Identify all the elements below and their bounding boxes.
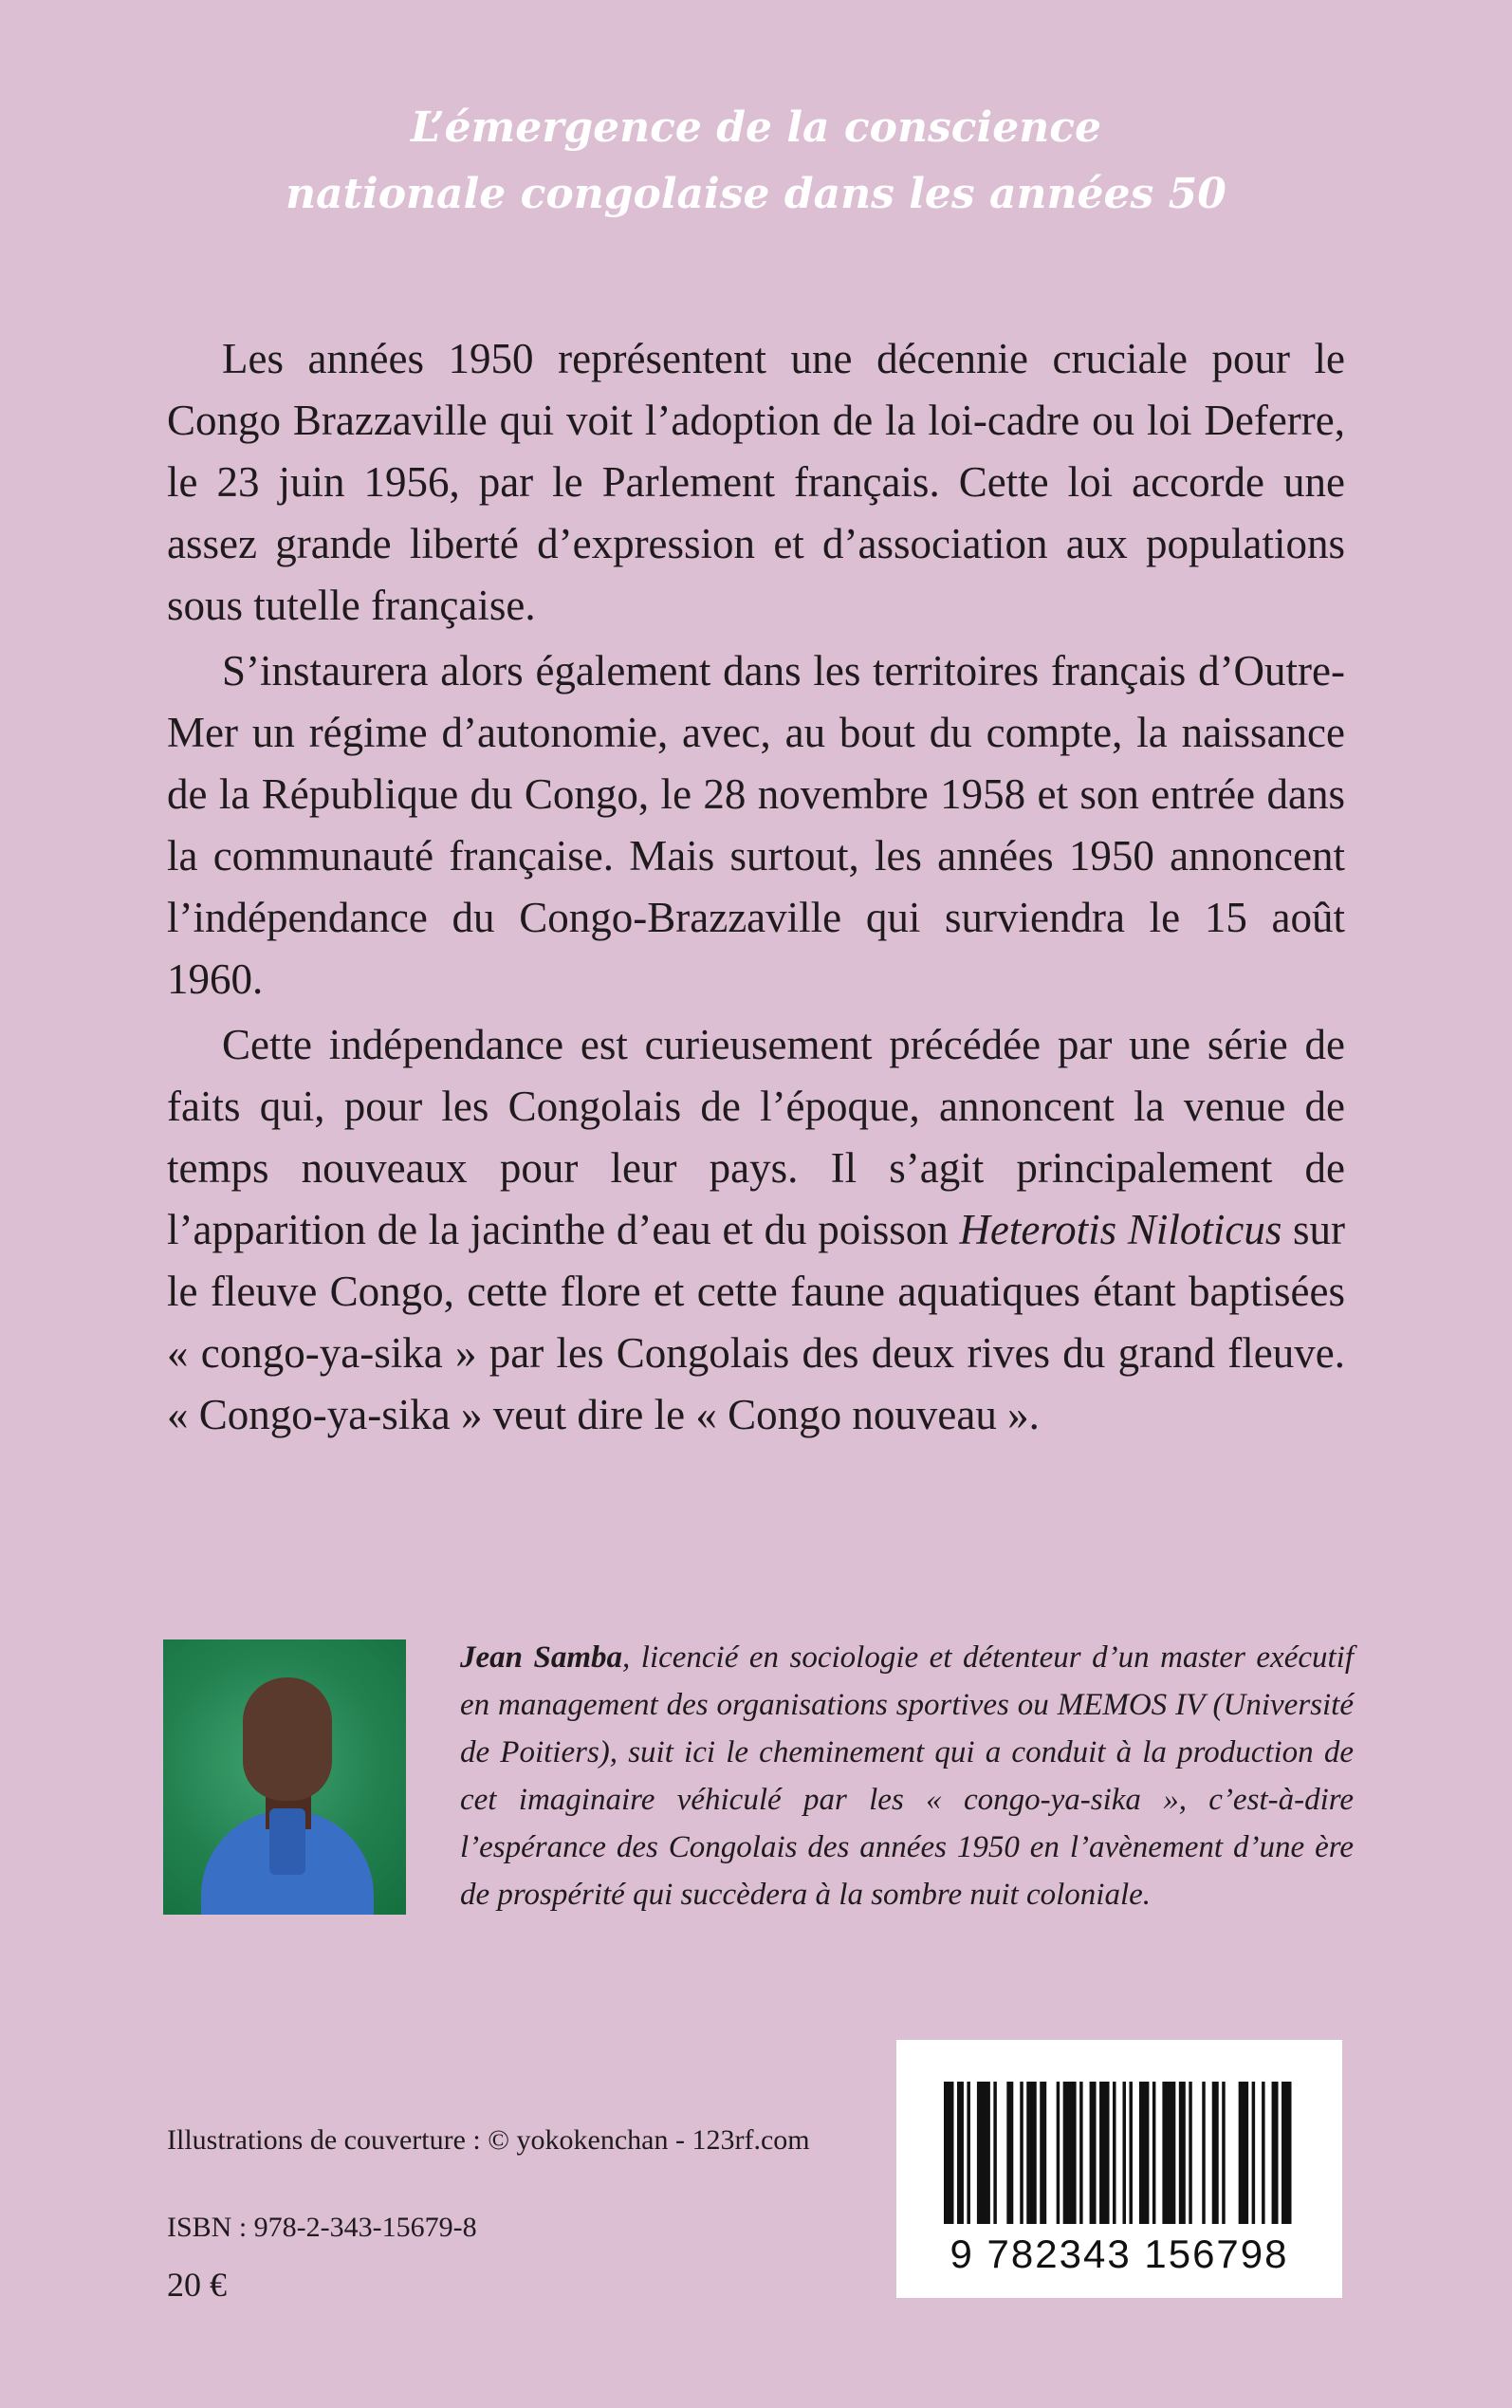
barcode-bar [1162,2082,1175,2224]
barcode-bar [1026,2082,1036,2224]
barcode-bar [993,2082,996,2224]
author-photo-head [243,1677,332,1801]
barcode-bar [1202,2082,1205,2224]
barcode-bar [957,2082,964,2224]
barcode-bar [1212,2082,1219,2224]
barcode-bar [1099,2082,1109,2224]
barcode-bar [1222,2082,1225,2224]
barcode-bar [1122,2082,1125,2224]
author-photo-collar [269,1808,305,1875]
barcode-bar [1262,2082,1264,2224]
barcode-bar [1272,2082,1279,2224]
barcode-bar [1020,2082,1023,2224]
barcode-bar [1152,2082,1155,2224]
author-bio [460,1634,1354,1918]
barcode-bar [1139,2082,1149,2224]
blurb-paragraph-3 [167,1014,1345,1446]
barcode-bar [1040,2082,1046,2224]
title-line-1: L’émergence de la conscience [410,103,1102,152]
title-line-2: nationale congolaise dans les années 50 [286,170,1226,218]
barcode-bar [977,2082,990,2224]
isbn: ISBN : 978-2-343-15679-8 [167,2212,477,2243]
species-name: Heterotis Niloticus [959,1206,1282,1253]
barcode-bar [1252,2082,1255,2224]
illustration-credits: Illustrations de couverture : © yokokenchan - 123rf.com [167,2124,810,2156]
barcode-bar [944,2082,953,2224]
blurb-text [167,328,1345,1446]
barcode [896,2040,1342,2298]
author-bio-text: , licencié en sociologie et détenteur d’un master exécutif en management des organisations sportives ou MEMOS IV (Université de Poitiers), suit ici le cheminement qui a conduit à la production de cet imaginaire véhiculé par les « congo-ya-sika », c’est-à-dire l’espérance des Congolais des années 1950 en l’avènement d’une ère de prospérité qui succèdera à la sombre nuit coloniale. [460,1640,1354,1912]
price: 20 € [167,2266,227,2304]
barcode-bar [1179,2082,1186,2224]
blurb-paragraph-1: Les années 1950 représentent une décennie cruciale pour le Congo Brazzaville qui voit l’adoption de la loi-cadre ou loi Deferre, le 23 juin 1956, par le Parlement français. Cette loi accorde une assez grande liberté d’expression et d’association aux populations sous tutelle française. [167,335,1345,629]
barcode-bar [1079,2082,1082,2224]
book-title [171,95,1341,228]
barcode-bar [1282,2082,1291,2224]
barcode-bar [1006,2082,1013,2224]
barcode-bar [1057,2082,1060,2224]
blurb-paragraph-3-start: Cette indépendance est curieusement précédée par une série de faits qui, pour les Congolais de l’époque, annoncent la venue de temps nouveaux pour leur pays. Il s’agit principalement de l’apparition de la jacinthe d’eau et du poisson [167,1021,1345,1253]
blurb-paragraph-2: S’instaurera alors également dans les territoires français d’Outre-Mer un régime d’autonomie, avec, au bout du compte, la naissance de la République du Congo, le 28 novembre 1958 et son entrée dans la communauté française. Mais surtout, les années 1950 annoncent l’indépendance du Congo-Brazzaville qui surviendra le 15 août 1960. [167,647,1345,1003]
barcode-bar [1063,2082,1077,2224]
barcode-bar [967,2082,969,2224]
barcode-bar [1113,2082,1116,2224]
barcode-bar [1090,2082,1097,2224]
author-name: Jean Samba [460,1640,623,1675]
blurb-paragraph-3-end: sur le fleuve Congo, cette flore et cette faune aquatiques étant baptisées « congo-ya-sika » par les Congolais des deux rives du grand fleuve. « Congo-ya-sika » veut dire le « Congo nouveau ». [167,1206,1345,1438]
barcode-bar [1189,2082,1191,2224]
barcode-bar [1239,2082,1248,2224]
author-photo [163,1639,406,1915]
barcode-digits: 9 782343 156798 [950,2232,1289,2276]
barcode-bars [944,2082,1295,2224]
barcode-bar [1129,2082,1132,2224]
